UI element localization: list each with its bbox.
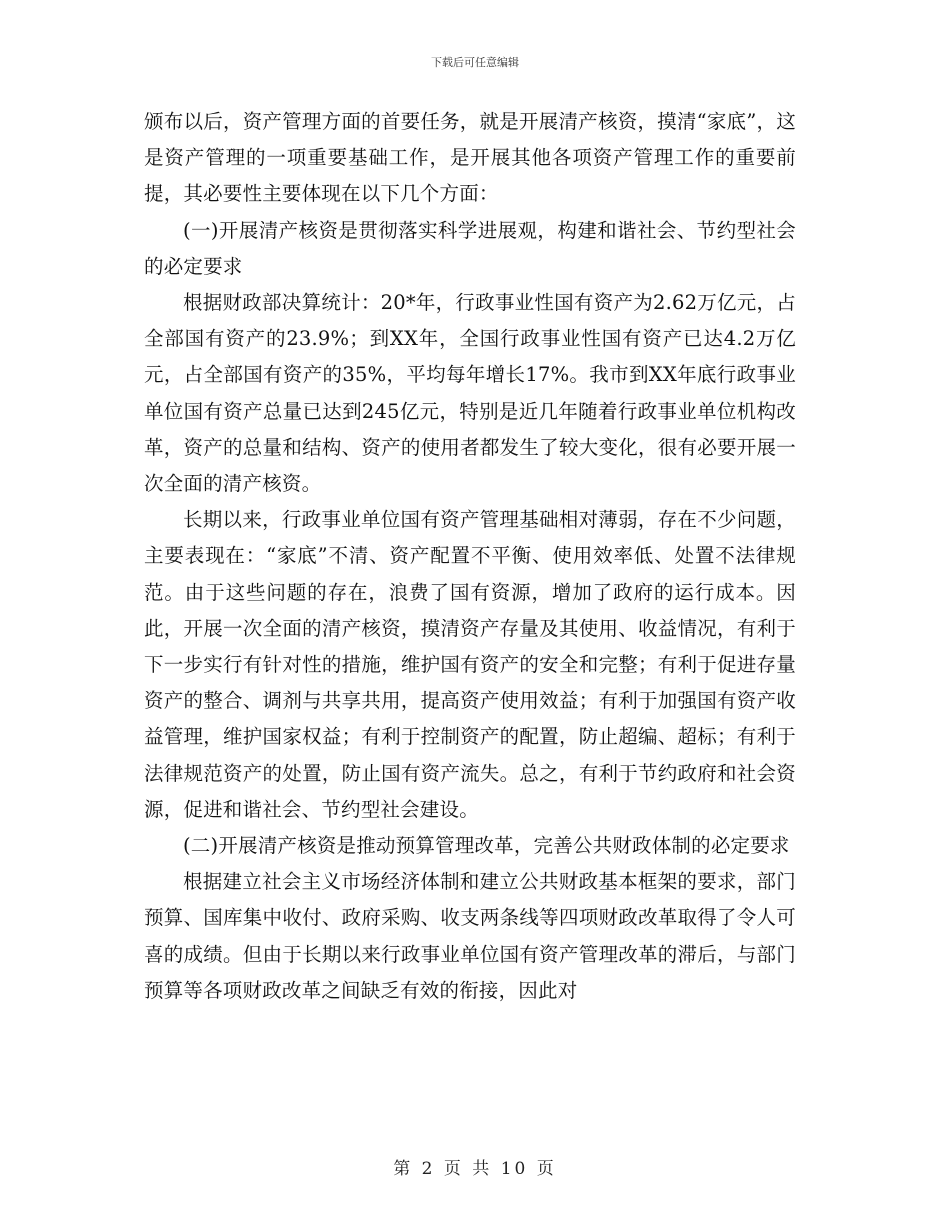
paragraph-budget-reform: 根据建立社会主义市场经济体制和建立公共财政基本框架的要求，部门预算、国库集中收付、政府采购、收支两条线等四项财政改革取得了令人可喜的成绩。但由于长期以来行政事业单位国有资产管理改革的滞后，与部门预算等各项财政改革之间缺乏有效的衔接，因此对 <box>144 870 796 1002</box>
section-heading-two: (二)开展清产核资是推动预算管理改革，完善公共财政体制的必定要求 <box>183 834 790 858</box>
section-heading-one: (一)开展清产核资是贯彻落实科学进展观，构建和谐社会、节约型社会的必定要求 <box>144 218 796 278</box>
page-number: 第 2 页 共 10 页 <box>393 1159 557 1179</box>
page-header-note: 下载后可任意编辑 <box>431 56 519 69</box>
paragraph-problems: 长期以来，行政事业单位国有资产管理基础相对薄弱，存在不少问题，主要表现在：“家底”不清、资产配置不平衡、使用效率低、处置不法律规范。由于这些问题的存在，浪费了国有资源，增加了政府的运行成本。因此，开展一次全面的清产核资，摸清资产存量及其使用、收益情况，有利于下一步实行有针对性的措施，维护国有资产的安全和完整；有利于促进存量资产的整合、调剂与共享共用，提高资产使用效益；有利于加强国有资产收益管理，维护国家权益；有利于控制资产的配置，防止超编、超标；有利于法律规范资产的处置，防止国有资产流失。总之，有利于节约政府和社会资源，促进和谐社会、节约型社会建设。 <box>144 508 796 821</box>
paragraph-continuation: 颁布以后，资产管理方面的首要任务，就是开展清产核资，摸清“家底”，这是资产管理的一项重要基础工作，是开展其他各项资产管理工作的重要前提，其必要性主要体现在以下几个方面： <box>144 110 796 206</box>
document-body <box>144 104 796 1009</box>
paragraph-statistics: 根据财政部决算统计：20*年，行政事业性国有资产为2.62万亿元，占全部国有资产的23.9%；到XX年，全国行政事业性国有资产已达4.2万亿元，占全部国有资产的35%，平均每年增长17%。我市到XX年底行政事业单位国有资产总量已达到245亿元，特别是近几年随着行政事业单位机构改革，资产的总量和结构、资产的使用者都发生了较大变化，很有必要开展一次全面的清产核资。 <box>144 291 796 496</box>
